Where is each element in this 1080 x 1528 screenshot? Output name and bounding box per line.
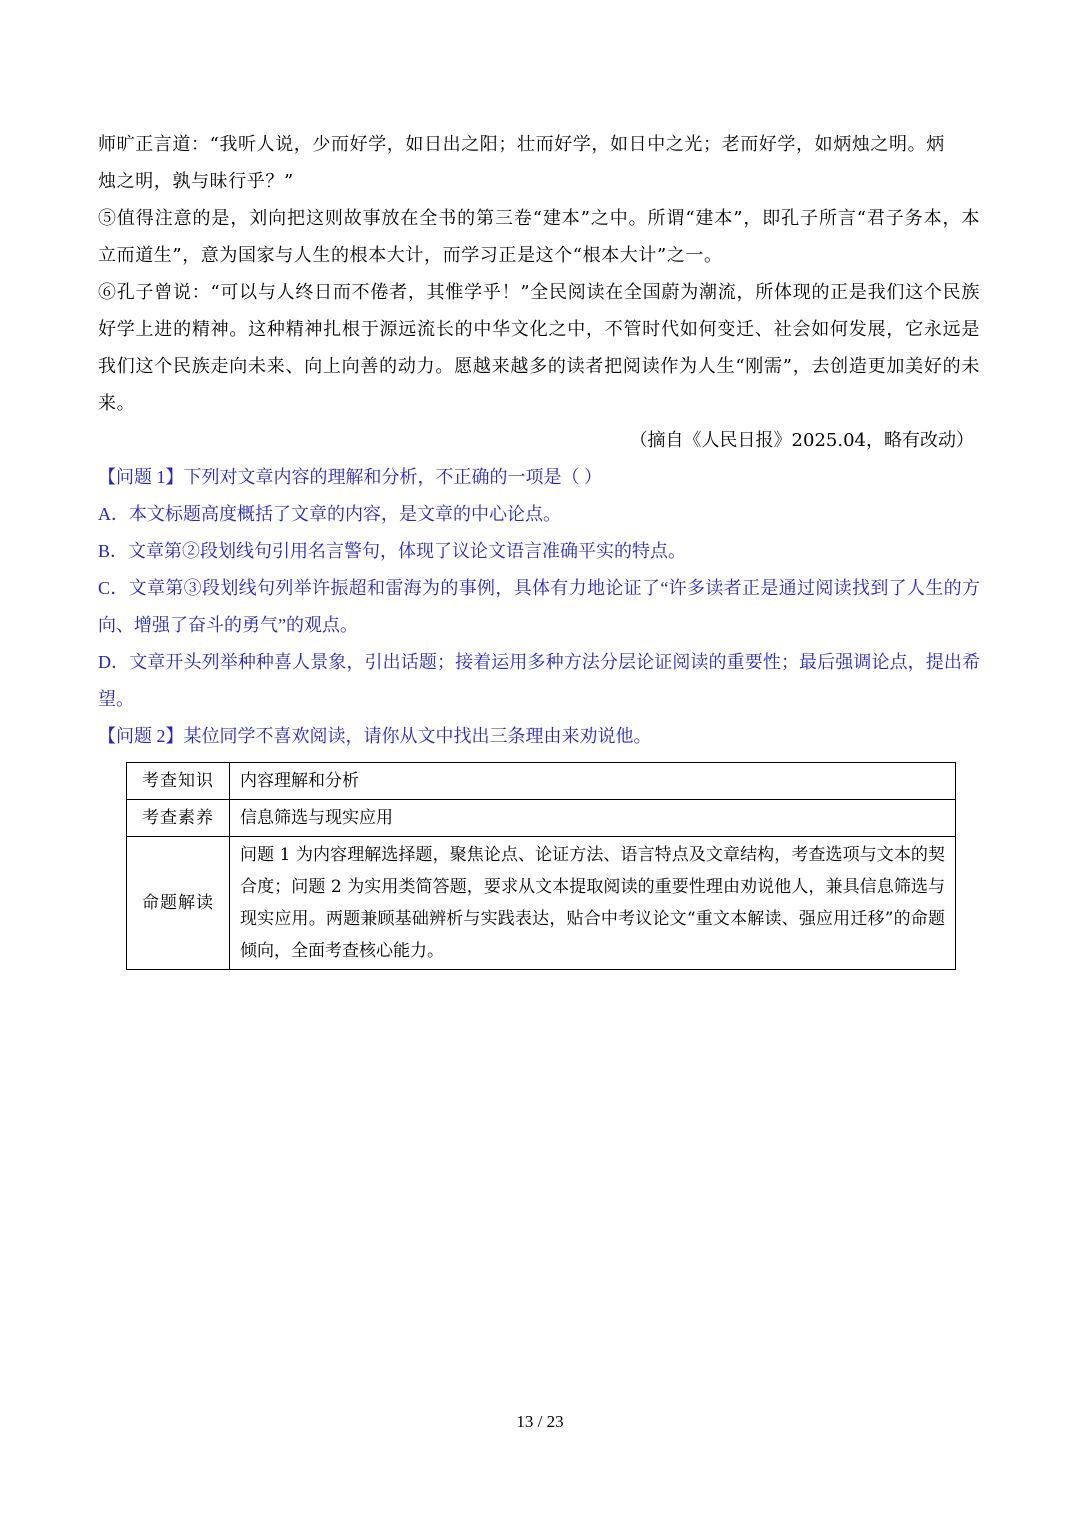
question-2-text: 某位同学不喜欢阅读，请你从文中找出三条理由来劝说他。: [183, 726, 652, 746]
table-label: 命题解读: [127, 837, 230, 970]
table-label: 考查知识: [127, 763, 230, 800]
paragraph-quote-line2: 烛之明，孰与昧行乎？”: [98, 171, 294, 192]
paragraph-quote-line1: 师旷正言道：“我听人说，少而好学，如日出之阳；壮而好学，如日中之光；老而好学，如炳烛之明。炳: [98, 134, 945, 155]
option-b: B．文章第②段划线句引用名言警句，体现了议论文语言准确平实的特点。: [98, 541, 687, 561]
table-row: [127, 837, 956, 970]
article-source: （摘自《人民日报》2025.04，略有改动）: [629, 430, 974, 451]
option-a: A．本文标题高度概括了文章的内容，是文章的中心论点。: [98, 504, 561, 524]
option-c: C．文章第③段划线句列举许振超和雷海为的事例，具体有力地论证了“许多读者正是通过阅读找到了人生的方向、增强了奋斗的勇气”的观点。: [98, 578, 980, 635]
article-body: [98, 126, 980, 755]
table-value: 问题 1 为内容理解选择题，聚焦论点、论证方法、语言特点及文章结构，考查选项与文本的契合度；问题 2 为实用类简答题，要求从文本提取阅读的重要性理由劝说他人，兼具信息筛选与现实应用。两题兼顾基础辨析与实践表达，贴合中考议论文“重文本解读、强应用迁移”的命题倾向，全面考查核心能力。: [230, 837, 956, 970]
question-1-text: 下列对文章内容的理解和分析，不正确的一项是（ ）: [183, 467, 602, 487]
analysis-table: [126, 762, 956, 970]
question-2: [98, 718, 980, 755]
paragraph-5: ⑤值得注意的是，刘向把这则故事放在全书的第三卷“建本”之中。所谓“建本”，即孔子所言“君子务本，本立而道生”，意为国家与人生的根本大计，而学习正是这个“根本大计”之一。: [98, 208, 980, 266]
paragraph-6: ⑥孔子曾说：“可以与人终日而不倦者，其惟学乎！”全民阅读在全国蔚为潮流，所体现的正是我们这个民族好学上进的精神。这种精神扎根于源远流长的中华文化之中，不管时代如何变迁、社会如何发展，它永远是我们这个民族走向未来、向上向善的动力。愿越来越多的读者把阅读作为人生“刚需”，去创造更加美好的未来。: [98, 282, 980, 414]
question-2-tag: 【问题 2】: [98, 726, 184, 746]
paragraph-quote: [98, 126, 980, 200]
table-row: [127, 763, 956, 800]
table-value: 内容理解和分析: [230, 763, 956, 800]
question-1: [98, 459, 980, 496]
table-row: [127, 800, 956, 837]
page-number: 13 / 23: [516, 1412, 564, 1431]
table-value: 信息筛选与现实应用: [230, 800, 956, 837]
table-label: 考查素养: [127, 800, 230, 837]
option-d: D．文章开头列举种种喜人景象，引出话题；接着运用多种方法分层论证阅读的重要性；最后强调论点，提出希望。: [98, 652, 980, 709]
question-1-tag: 【问题 1】: [98, 467, 184, 487]
